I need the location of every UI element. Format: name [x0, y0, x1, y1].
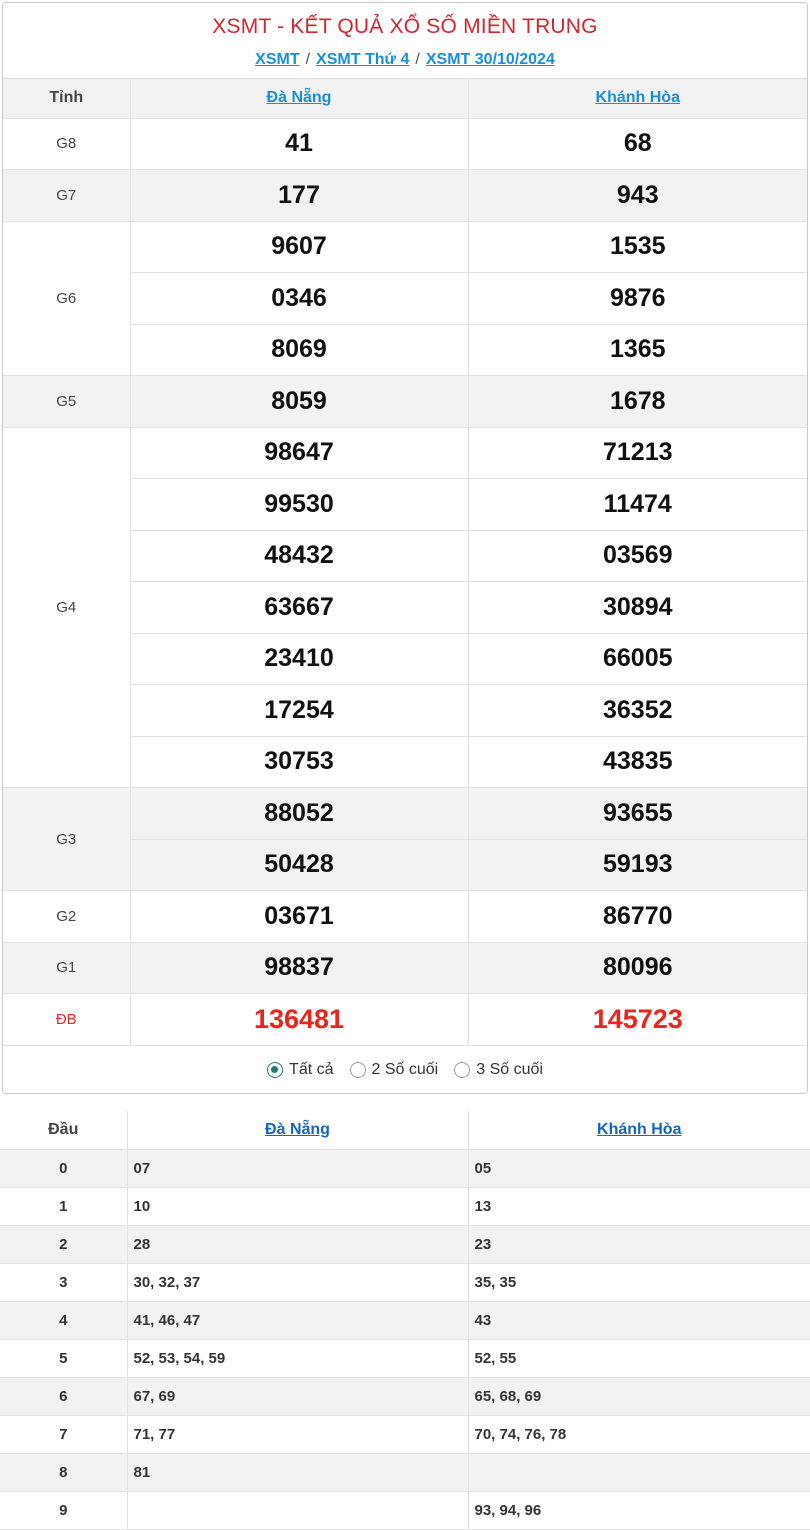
special-prize-number: 136481 — [130, 994, 468, 1046]
dau-values: 30, 32, 37 — [127, 1263, 468, 1301]
prize-number: 8069 — [130, 324, 468, 376]
prize-number: 36352 — [468, 685, 807, 737]
prize-label: ĐB — [3, 994, 130, 1046]
dau-table-header — [0, 1111, 810, 1149]
filter-option-label: 3 Số cuối — [476, 1060, 543, 1078]
province-column-label: Tỉnh — [3, 79, 130, 118]
dau-values: 67, 69 — [127, 1377, 468, 1415]
prize-number: 03671 — [130, 891, 468, 943]
prize-number: 177 — [130, 170, 468, 222]
dau-values: 65, 68, 69 — [468, 1377, 810, 1415]
dau-digit: 4 — [0, 1301, 127, 1339]
filter-option-last-3[interactable] — [454, 1061, 543, 1079]
dau-digit: 1 — [0, 1187, 127, 1225]
results-header — [3, 3, 807, 79]
dau-values: 71, 77 — [127, 1415, 468, 1453]
special-prize-number: 145723 — [468, 994, 807, 1046]
dau-row — [0, 1339, 810, 1377]
province-header — [130, 79, 468, 118]
prize-number: 1678 — [468, 376, 807, 428]
dau-digit: 3 — [0, 1263, 127, 1301]
dau-digit: 6 — [0, 1377, 127, 1415]
breadcrumb — [3, 51, 807, 69]
prize-number: 30894 — [468, 582, 807, 634]
dau-values — [127, 1491, 468, 1529]
prize-label: G1 — [3, 942, 130, 994]
dau-values — [468, 1453, 810, 1491]
breadcrumb-xsmt-link[interactable]: XSMT — [255, 51, 300, 68]
dau-row — [0, 1225, 810, 1263]
prize-number: 50428 — [130, 839, 468, 891]
prize-number: 17254 — [130, 685, 468, 737]
dau-values: 10 — [127, 1187, 468, 1225]
filter-option-label: 2 Số cuối — [371, 1060, 439, 1078]
page-title: XSMT - KẾT QUẢ XỔ SỐ MIỀN TRUNG — [212, 15, 598, 38]
prize-label: G4 — [3, 427, 130, 788]
prize-row — [3, 221, 807, 273]
dau-column-label: Đầu — [0, 1111, 127, 1149]
prize-row — [3, 942, 807, 994]
dau-values: 43 — [468, 1301, 810, 1339]
prize-number: 48432 — [130, 530, 468, 582]
filter-option-all[interactable] — [267, 1061, 333, 1079]
prize-number: 59193 — [468, 839, 807, 891]
prize-row — [3, 788, 807, 840]
dau-digit: 5 — [0, 1339, 127, 1377]
digit-filter — [3, 1046, 807, 1094]
dau-row — [0, 1453, 810, 1491]
prize-number: 66005 — [468, 633, 807, 685]
dau-row — [0, 1301, 810, 1339]
dau-row — [0, 1377, 810, 1415]
results-panel — [2, 2, 808, 1094]
filter-option-last-2[interactable] — [350, 1061, 439, 1079]
dau-row — [0, 1415, 810, 1453]
dau-panel — [0, 1111, 810, 1530]
radio-icon[interactable] — [454, 1062, 470, 1078]
province-header — [468, 79, 807, 118]
dau-values: 41, 46, 47 — [127, 1301, 468, 1339]
prize-number: 30753 — [130, 736, 468, 788]
prize-number: 71213 — [468, 427, 807, 479]
dau-digit: 9 — [0, 1491, 127, 1529]
prize-row — [3, 170, 807, 222]
prize-number: 98837 — [130, 942, 468, 994]
prize-number: 23410 — [130, 633, 468, 685]
dau-row — [0, 1263, 810, 1301]
prize-number: 8059 — [130, 376, 468, 428]
dau-row — [0, 1187, 810, 1225]
prize-number: 1365 — [468, 324, 807, 376]
prize-number: 943 — [468, 170, 807, 222]
dau-row — [0, 1149, 810, 1187]
breadcrumb-weekday-link[interactable]: XSMT Thứ 4 — [316, 51, 410, 68]
prize-number: 1535 — [468, 221, 807, 273]
prize-label: G6 — [3, 221, 130, 376]
prize-label: G5 — [3, 376, 130, 428]
dau-digit: 7 — [0, 1415, 127, 1453]
dau-values: 28 — [127, 1225, 468, 1263]
prize-number: 68 — [468, 118, 807, 170]
prize-row — [3, 994, 807, 1046]
prize-row — [3, 891, 807, 943]
prize-row — [3, 118, 807, 170]
prize-number: 80096 — [468, 942, 807, 994]
dau-province-link-khanh-hoa[interactable]: Khánh Hòa — [597, 1120, 682, 1138]
province-header — [127, 1111, 468, 1149]
dau-values: 35, 35 — [468, 1263, 810, 1301]
prize-label: G3 — [3, 788, 130, 891]
prize-number: 86770 — [468, 891, 807, 943]
prize-number: 88052 — [130, 788, 468, 840]
prize-number: 11474 — [468, 479, 807, 531]
dau-values: 81 — [127, 1453, 468, 1491]
breadcrumb-separator: / — [305, 51, 311, 68]
prize-number: 63667 — [130, 582, 468, 634]
prize-label: G2 — [3, 891, 130, 943]
province-link-khanh-hoa[interactable]: Khánh Hòa — [595, 89, 680, 107]
dau-values: 13 — [468, 1187, 810, 1225]
prize-number: 43835 — [468, 736, 807, 788]
prize-number: 9876 — [468, 273, 807, 325]
prize-number: 98647 — [130, 427, 468, 479]
dau-values: 05 — [468, 1149, 810, 1187]
dau-row — [0, 1491, 810, 1529]
dau-values: 07 — [127, 1149, 468, 1187]
filter-option-label: Tất cả — [289, 1060, 334, 1078]
prize-number: 99530 — [130, 479, 468, 531]
prize-number: 0346 — [130, 273, 468, 325]
dau-values: 23 — [468, 1225, 810, 1263]
prize-label: G7 — [3, 170, 130, 222]
prize-number: 03569 — [468, 530, 807, 582]
dau-table — [0, 1111, 810, 1530]
dau-values: 52, 55 — [468, 1339, 810, 1377]
dau-digit: 0 — [0, 1149, 127, 1187]
prize-number: 9607 — [130, 221, 468, 273]
dau-values: 93, 94, 96 — [468, 1491, 810, 1529]
province-link-da-nang[interactable]: Đà Nẵng — [266, 89, 332, 107]
dau-values: 70, 74, 76, 78 — [468, 1415, 810, 1453]
results-table-header — [3, 79, 807, 118]
prize-row — [3, 376, 807, 428]
prize-row — [3, 427, 807, 479]
results-table — [3, 79, 807, 1046]
dau-digit: 8 — [0, 1453, 127, 1491]
prize-number: 41 — [130, 118, 468, 170]
dau-digit: 2 — [0, 1225, 127, 1263]
prize-label: G8 — [3, 118, 130, 170]
results-body — [3, 118, 807, 1045]
dau-values: 52, 53, 54, 59 — [127, 1339, 468, 1377]
breadcrumb-separator: / — [415, 51, 420, 68]
breadcrumb-date-link[interactable]: XSMT 30/10/2024 — [425, 51, 555, 68]
radio-icon[interactable] — [350, 1062, 366, 1078]
dau-body — [0, 1149, 810, 1529]
dau-province-link-da-nang[interactable]: Đà Nẵng — [265, 1120, 330, 1138]
radio-selected-icon[interactable] — [267, 1062, 283, 1078]
province-header — [468, 1111, 810, 1149]
prize-number: 93655 — [468, 788, 807, 840]
